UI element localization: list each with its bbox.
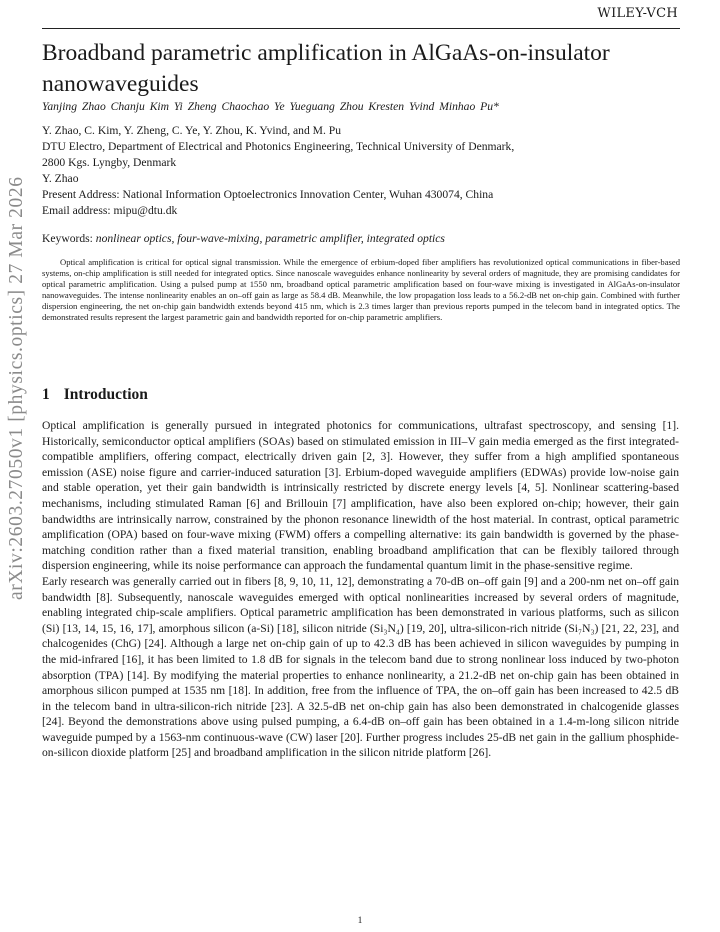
affiliation-line: Y. Zhao, C. Kim, Y. Zheng, C. Ye, Y. Zhou, K. Yvind, and M. Pu [42, 124, 342, 137]
affiliations [42, 123, 687, 218]
abstract: Optical amplification is critical for optical signal transmission. While the emergence of erbium-doped fiber amplifiers has revolutionized optical communications in fiber-based systems, on-chip amplification is still needed for integrated optics. Since nanoscale waveguides enhance nonlinearity by several orders of magnitude, they are promising candidates for optical parametric amplification. Using a pulsed pump at 1550 nm, broadband optical parametric amplification based on four-wave mixing is investigated in AlGaAs-on-insulator nanowaveguides. The intense nonlinearity enables an on–off gain as large as 58.4 dB. Meanwhile, the low propagation loss leads to a 56.2-dB net on-chip gain. Combined with further dispersion engineering, the net on-chip gain bandwidth extends beyond 415 nm, which is 2.3 times larger than previous reports pumped in the telecom band in integrated optics. The demonstrated results represent the largest parametric gain and bandwidth reported for on-chip parametric amplifiers. [42, 257, 680, 323]
arxiv-identifier: arXiv:2603.27050v1 [physics.optics] 27 Mar 2026 [6, 176, 27, 600]
keywords [42, 232, 687, 245]
author-list: Yanjing Zhao Chanju Kim Yi Zheng Chaochao Ye Yueguang Zhou Kresten Yvind Minhao Pu* [42, 100, 499, 113]
paragraph: Early research was generally carried out in fibers [8, 9, 10, 11, 12], demonstrating a 70-dB on–off gain [9] and a 200-nm net on–off gain bandwidth [8]. Subsequently, nanoscale waveguides emerged with optical nonlinearities increased by several orders of magnitude, enabling integrated chip-scale amplifiers. Optical parametric amplification has been demonstrated in various platforms, such as silicon (Si) [13, 14, 15, 16, 17], amorphous silicon (a-Si) [18], silicon nitride (Si₃N₄) [19, 20], ultra-silicon-rich nitride (Si₇N₃) [21, 22, 23], and chalcogenides (ChG) [24]. Although a large net on-chip gain of up to 42.3 dB has been achieved in silicon waveguides by pumping in the mid-infrared [16], it has been limited to 1.8 dB for signals in the telecom band due to strong nonlinear loss induced by two-photon absorption (TPA) [14]. By modifying the material properties to enhance nonlinearity, a 21.2-dB net on-chip gain has been obtained in amorphous silicon pumped at 1535 nm [18]. In addition, free from the influence of TPA, the on–off gain has been increased to 42.5 dB in the telecom band in ultra-silicon-rich nitride [23]. A 32.5-dB net on-chip gain has also been demonstrated in chalcogenide glasses [24]. Beyond the demonstrations above using pulsed pumping, a 6.4-dB on–off gain has been obtained in a 1.4-m-long silicon nitride waveguide pumped by a 1563-nm continuous-wave (CW) laser [20]. Further progress includes 25-dB net gain in the gallium phosphide-on-silicon dioxide platform [25] and broadband amplification in the silicon nitride platform [26]. [42, 574, 679, 760]
affiliation-line: Y. Zhao [42, 171, 79, 185]
section-title: Introduction [63, 386, 148, 403]
page-number: 1 [357, 916, 363, 926]
keywords-label: Keywords: [42, 232, 96, 245]
keywords-text: nonlinear optics, four-wave-mixing, parametric amplifier, integrated optics [95, 232, 445, 245]
section-heading [42, 386, 148, 404]
affiliation-line: 2800 Kgs. Lyngby, Denmark [42, 155, 177, 169]
body-text [42, 418, 679, 761]
header-rule [42, 28, 680, 29]
publisher-logo: WILEY-VCH [597, 6, 678, 21]
affiliation-line: DTU Electro, Department of Electrical and Photonics Engineering, Technical University of Denmark, [42, 139, 515, 153]
affiliation-line: Present Address: National Information Optoelectronics Innovation Center, Wuhan 430074, China [42, 187, 494, 201]
section-number: 1 [42, 386, 50, 403]
paper-title: Broadband parametric amplification in AlGaAs-on-insulator nanowaveguides [42, 40, 610, 97]
email-line: Email address: mipu@dtu.dk [42, 203, 178, 217]
paragraph: Optical amplification is generally pursued in integrated photonics for communications, ultrafast spectroscopy, and sensing [1]. Historically, semiconductor optical amplifiers (SOAs) based on stimulated emission in III–V gain media emerged as the first integrated-compatible amplifiers, offering compact, electrically driven gain [2, 3]. However, they suffer from a high amplified spontaneous emission (ASE) noise figure and carrier-induced saturation [3]. Erbium-doped waveguide amplifiers (EDWAs) provide low-noise gain and stable operation, yet their gain bandwidth is intrinsically restricted by discrete energy levels [4, 5]. Nonlinear scattering-based mechanisms, including stimulated Raman [6] and Brillouin [7] amplification, have also been explored on-chip; however, their gain bandwidths are intrinsically narrow, constrained by the phonon resonance linewidth of the host material. In contrast, optical parametric amplification (OPA) based on four-wave mixing (FWM) offers a compelling alternative: its gain bandwidth is governed by the phase-matching condition rather than a fixed material transition, enabling broadband amplification that can be flexibly tailored through dispersion engineering, while its noise performance can approach the fundamental quantum limit in the phase-sensitive regime. [42, 419, 679, 573]
